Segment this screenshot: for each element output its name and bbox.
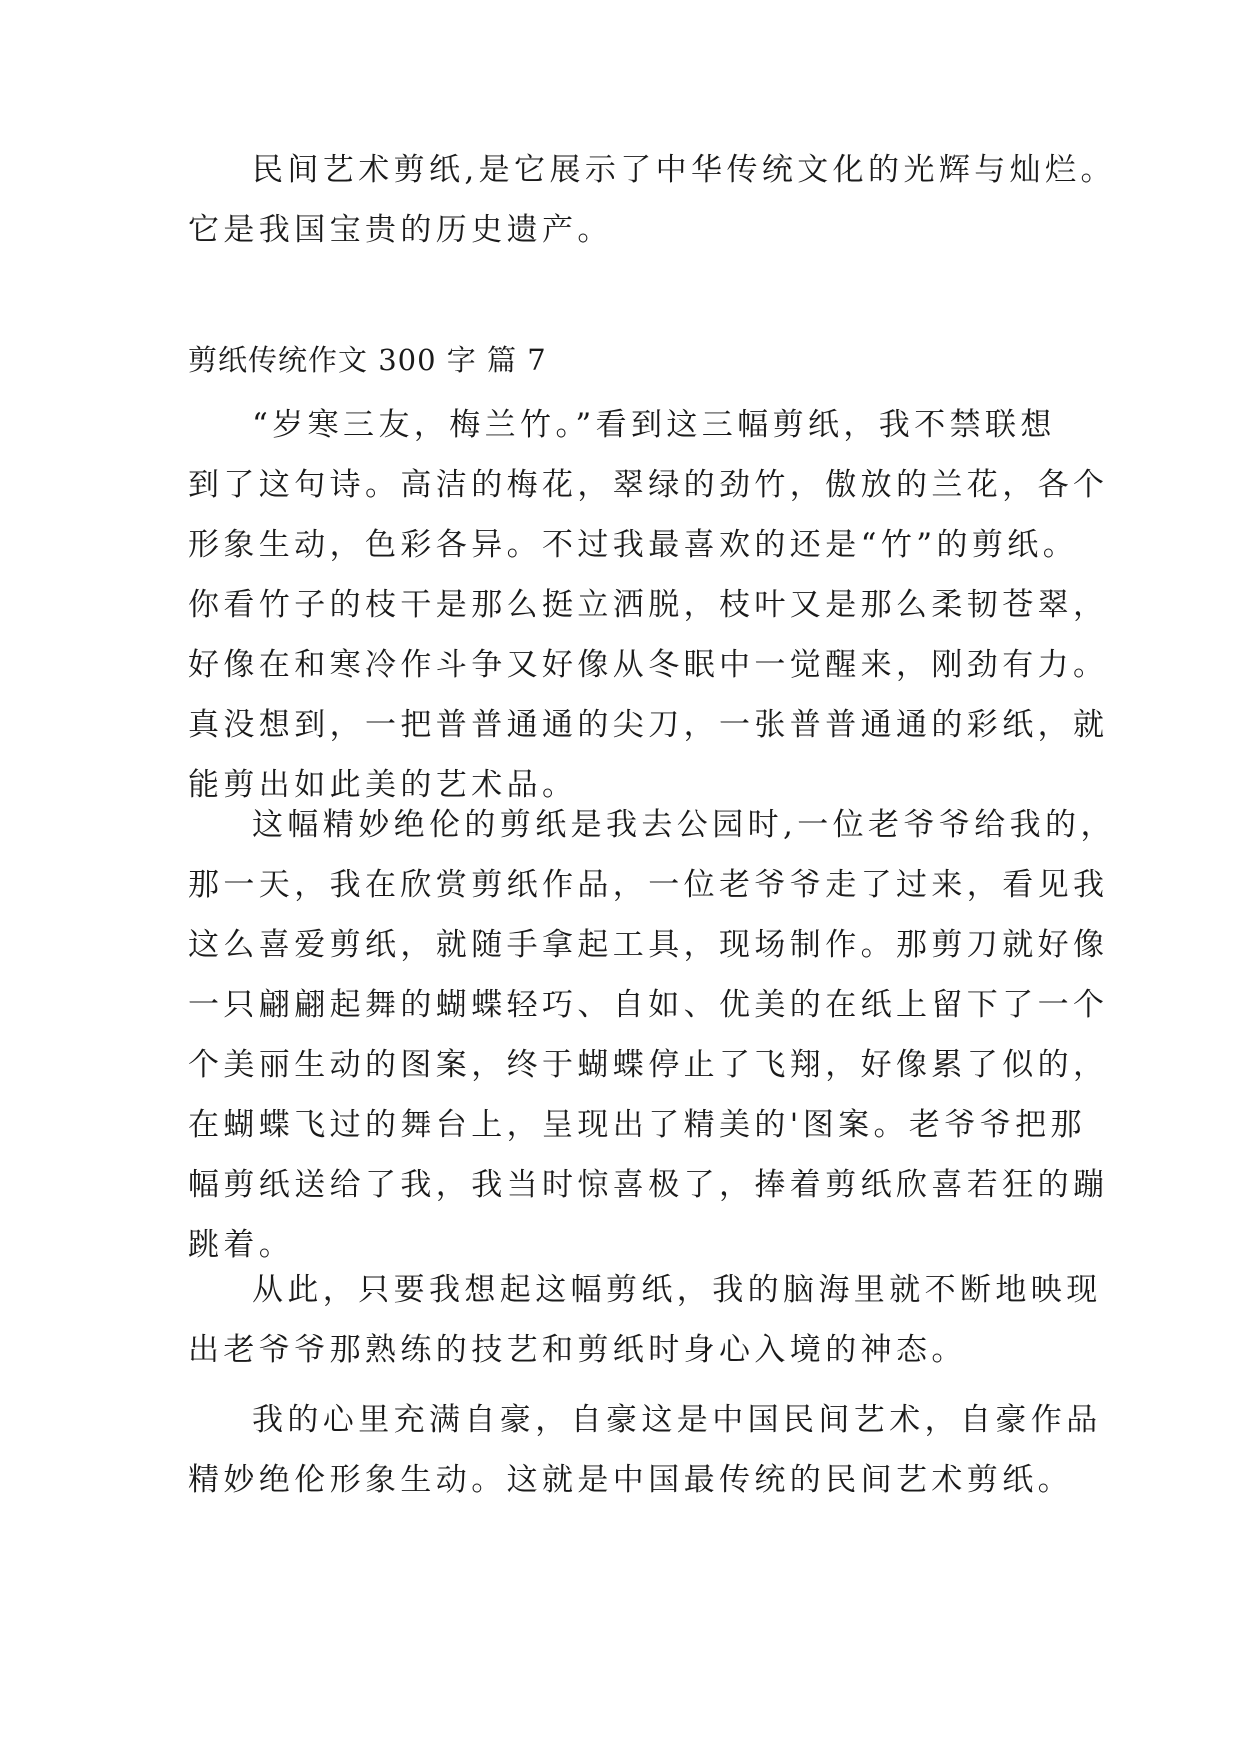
text-line: 那一天，我在欣赏剪纸作品，一位老爷爷走了过来，看见我 [188, 867, 1109, 903]
paragraph-1 [188, 395, 1109, 815]
text-line: 好像在和寒冷作斗争又好像从冬眠中一觉醒来，刚劲有力。 [188, 647, 1109, 683]
text-line: 精妙绝伦形象生动。这就是中国最传统的民间艺术剪纸。 [188, 1462, 1073, 1498]
text-line: 从此，只要我想起这幅剪纸，我的脑海里就不断地映现 [252, 1272, 1102, 1308]
text-line: 形象生动，色彩各异。不过我最喜欢的还是“竹”的剪纸。 [188, 527, 1079, 563]
intro-paragraph [188, 140, 1116, 260]
paragraph-2 [188, 795, 1116, 1275]
text-line: 我的心里充满自豪，自豪这是中国民间艺术，自豪作品 [252, 1402, 1102, 1438]
text-line: 一只翩翩起舞的蝴蝶轻巧、自如、优美的在纸上留下了一个 [188, 987, 1109, 1023]
paragraph-3 [188, 1260, 1102, 1380]
text-line: 在蝴蝶飞过的舞台上，呈现出了精美的'图案。老爷爷把那 [188, 1107, 1086, 1143]
text-line: 真没想到，一把普普通通的尖刀，一张普普通通的彩纸，就 [188, 707, 1109, 743]
text-line: 这么喜爱剪纸，就随手拿起工具，现场制作。那剪刀就好像 [188, 927, 1109, 963]
text-line: 你看竹子的枝干是那么挺立洒脱，枝叶又是那么柔韧苍翠， [188, 587, 1109, 623]
text-line: 跳着。 [188, 1227, 295, 1263]
text-line: 幅剪纸送给了我，我当时惊喜极了，捧着剪纸欣喜若狂的蹦 [188, 1167, 1109, 1203]
text-line: 出老爷爷那熟练的技艺和剪纸时身心入境的神态。 [188, 1332, 967, 1368]
text-line: 民间艺术剪纸,是它展示了中华传统文化的光辉与灿烂。 [252, 152, 1116, 188]
section-heading: 剪纸传统作文 300 字 篇 7 [188, 343, 547, 377]
text-line: 到了这句诗。高洁的梅花，翠绿的劲竹，傲放的兰花，各个 [188, 467, 1109, 503]
text-line: 能剪出如此美的艺术品。 [188, 767, 578, 803]
text-line: 个美丽生动的图案，终于蝴蝶停止了飞翔，好像累了似的， [188, 1047, 1109, 1083]
paragraph-4 [188, 1390, 1102, 1510]
text-line: “岁寒三友，梅兰竹。”看到这三幅剪纸，我不禁联想 [252, 407, 1056, 443]
text-line: 它是我国宝贵的历史遗产。 [188, 212, 613, 248]
text-line: 这幅精妙绝伦的剪纸是我去公园时,一位老爷爷给我的， [252, 807, 1116, 843]
